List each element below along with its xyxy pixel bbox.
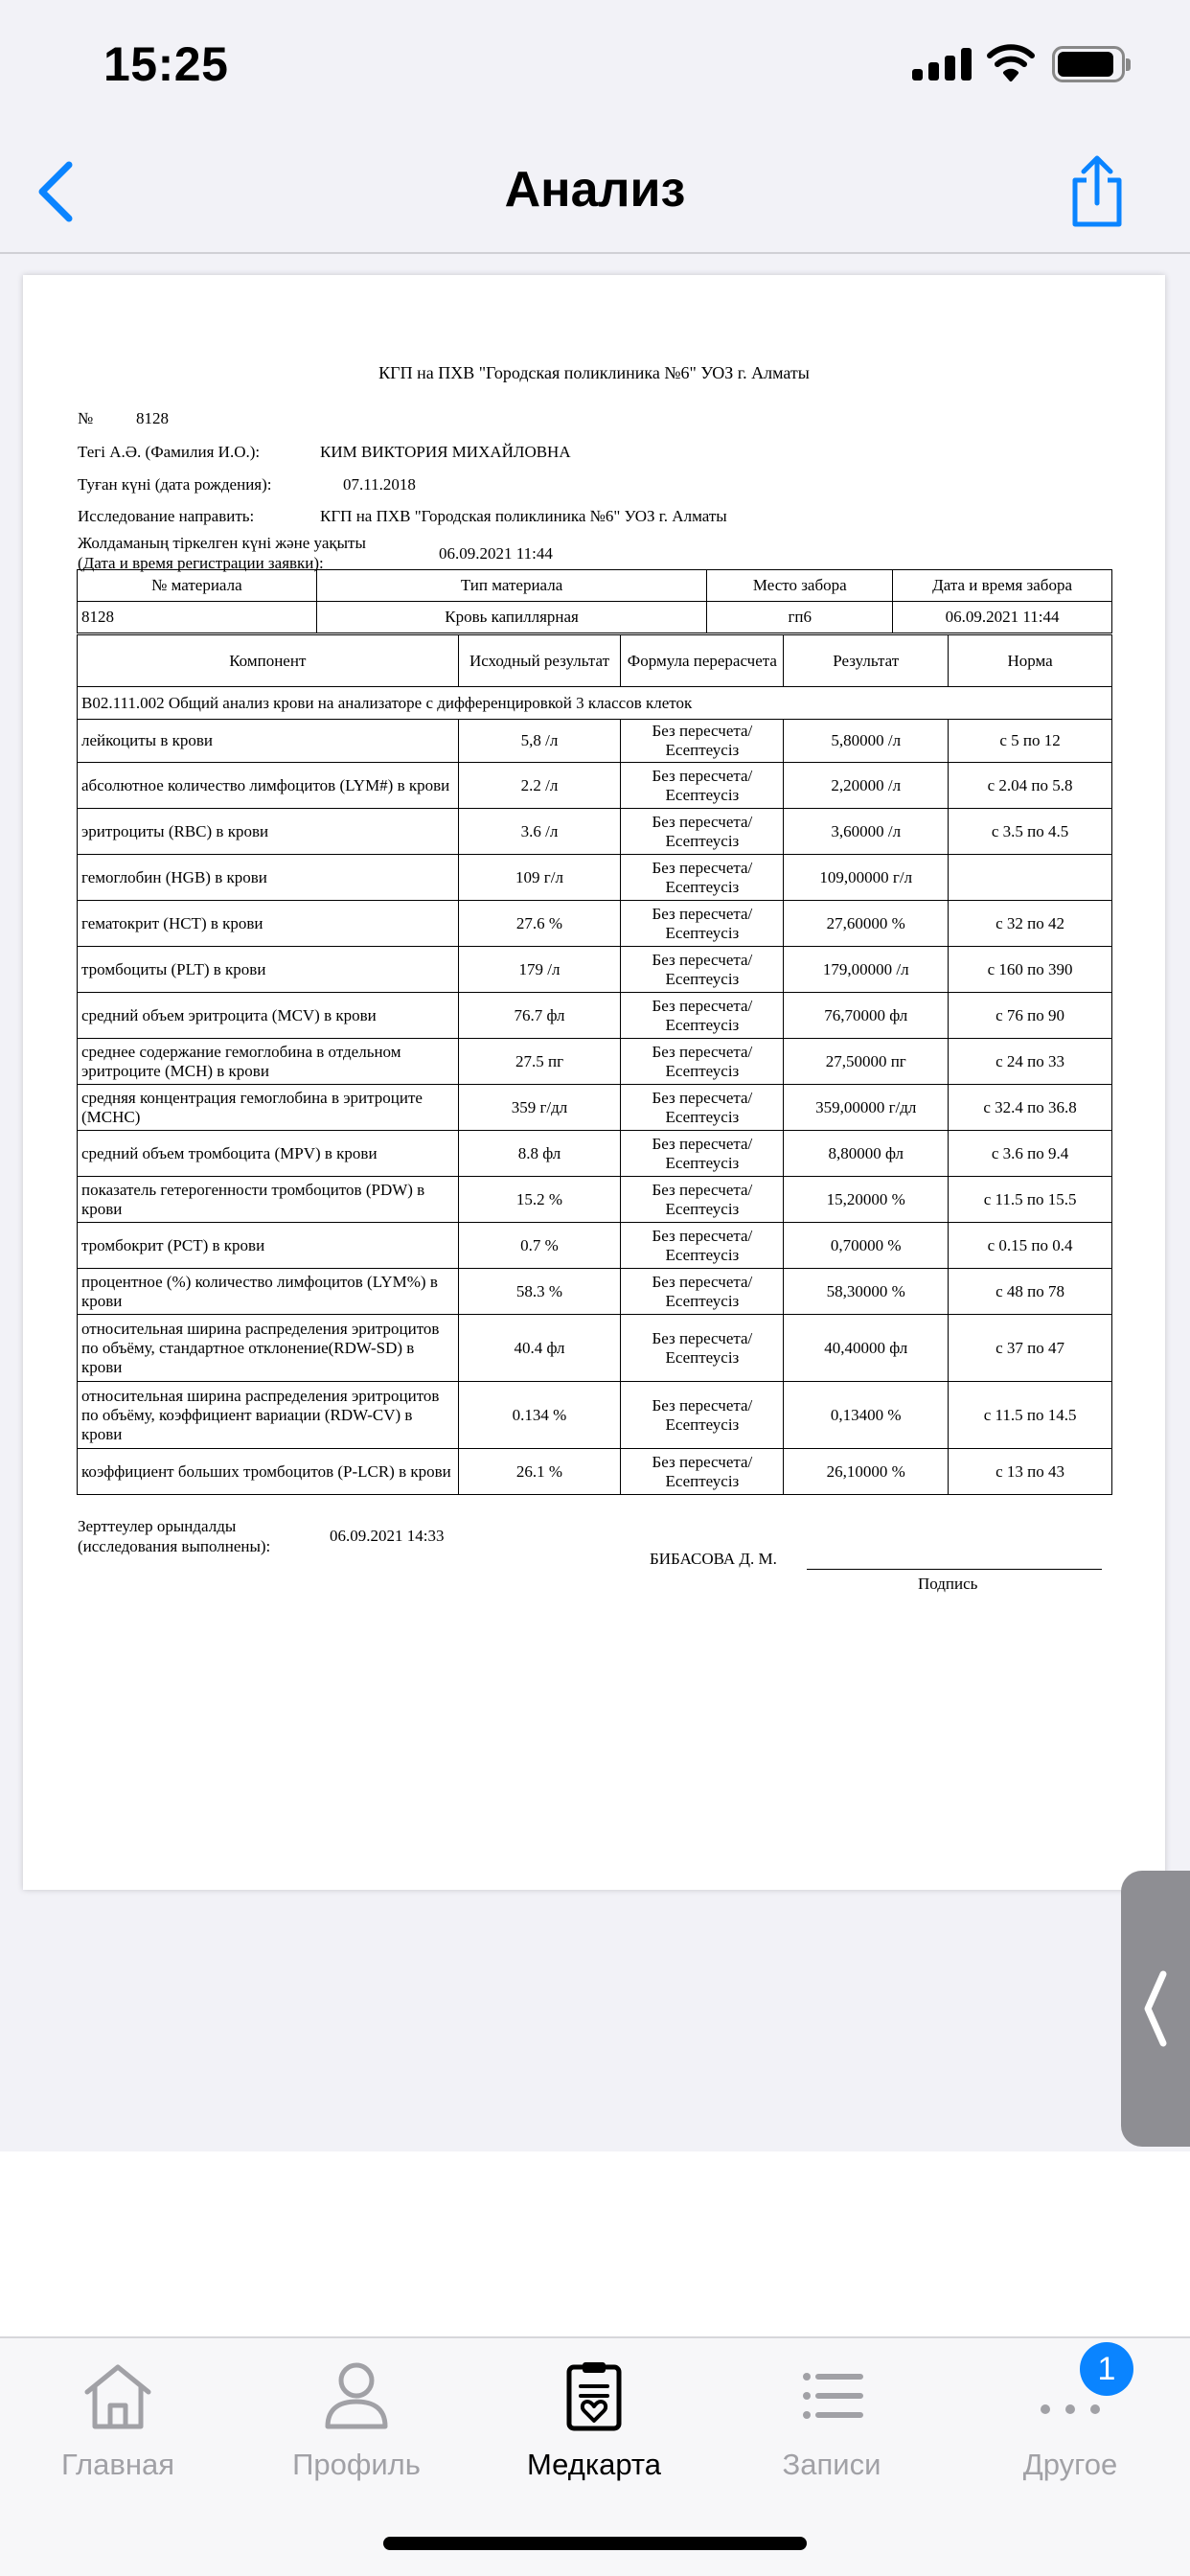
cell-result: 2,20000 /л [784,763,949,809]
cell-source-result: 27.5 пг [458,1039,621,1085]
signature-label: Подпись [918,1575,978,1593]
material-place: гп6 [707,602,893,633]
cell-result: 359,00000 г/дл [784,1085,949,1131]
cell-result: 26,10000 % [784,1449,949,1495]
section-title: B02.111.002 Общий анализ крови на анализаторе с дифференцировкой 3 классов клеток [78,687,1112,720]
cell-formula: Без пересчета/ Есептеусіз [621,901,784,947]
material-type: Кровь капиллярная [316,602,707,633]
chevron-left-icon [1121,1871,1190,2147]
cell-source-result: 0.134 % [458,1382,621,1449]
person-icon [318,2359,395,2432]
lab-report-page [23,275,1165,1890]
request-number: 8128 [136,409,169,427]
patient-name: КИМ ВИКТОРИЯ МИХАЙЛОВНА [320,443,571,461]
cell-component: коэффициент больших тромбоцитов (P-LCR) в крови [78,1449,459,1495]
done-date: 06.09.2021 14:33 [330,1527,445,1545]
table-row [78,1085,1112,1131]
cell-result: 5,80000 /л [784,720,949,763]
navigation-bar [0,125,1190,254]
table-row [78,901,1112,947]
cell-formula: Без пересчета/ Есептеусіз [621,763,784,809]
material-table [77,569,1112,633]
home-icon [80,2359,156,2432]
tab-home-label: Главная [61,2448,174,2481]
tab-profile[interactable] [251,2359,462,2503]
clipboard-heart-icon [556,2359,632,2432]
table-row [78,720,1112,763]
tab-more[interactable] [965,2359,1176,2503]
cell-result: 27,50000 пг [784,1039,949,1085]
battery-icon [1052,46,1125,82]
cell-norm: с 5 по 12 [949,720,1112,763]
header-norm: Норма [949,635,1112,687]
cell-norm: с 48 по 78 [949,1269,1112,1315]
registration-label-kz: Жолдаманың тіркелген күні және уақыты [78,534,366,552]
doctor-name: БИБАСОВА Д. М. [650,1550,777,1568]
patient-dob: 07.11.2018 [343,475,416,494]
cell-norm: с 3.6 по 9.4 [949,1131,1112,1177]
cell-formula: Без пересчета/ Есептеусіз [621,1085,784,1131]
header-result: Результат [784,635,949,687]
cell-source-result: 15.2 % [458,1177,621,1223]
cell-source-result: 8.8 фл [458,1131,621,1177]
material-header-number: № материала [78,570,317,602]
cell-result: 3,60000 /л [784,809,949,855]
cell-result: 109,00000 г/л [784,855,949,901]
cell-source-result: 109 г/л [458,855,621,901]
table-row [78,809,1112,855]
cell-norm: с 24 по 33 [949,1039,1112,1085]
registration-date: 06.09.2021 11:44 [439,544,553,563]
signature-line [807,1569,1102,1570]
cell-formula: Без пересчета/ Есептеусіз [621,1039,784,1085]
cell-result: 8,80000 фл [784,1131,949,1177]
cell-source-result: 0.7 % [458,1223,621,1269]
results-table [77,634,1112,1495]
table-row [78,1177,1112,1223]
status-bar [0,0,1190,125]
cell-source-result: 58.3 % [458,1269,621,1315]
cell-component: относительная ширина распределения эритроцитов по объёму, стандартное отклонение(RDW-SD) в крови [78,1315,459,1382]
material-header-date: Дата и время забора [893,570,1112,602]
material-number: 8128 [78,602,317,633]
clinic-title: КГП на ПХВ "Городская поликлиника №6" УОЗ г. Алматы [378,363,810,382]
cell-component: средний объем тромбоцита (MPV) в крови [78,1131,459,1177]
status-time: 15:25 [103,37,229,91]
cell-component: показатель гетерогенности тромбоцитов (PDW) в крови [78,1177,459,1223]
page-title: Анализ [504,162,686,218]
cell-component: эритроциты (RBC) в крови [78,809,459,855]
cell-result: 27,60000 % [784,901,949,947]
cell-norm: с 11.5 по 14.5 [949,1382,1112,1449]
cell-formula: Без пересчета/ Есептеусіз [621,1269,784,1315]
number-label: № [78,409,94,427]
cell-component: лейкоциты в крови [78,720,459,763]
cell-norm: с 32 по 42 [949,901,1112,947]
cell-source-result: 3.6 /л [458,809,621,855]
cell-norm: с 32.4 по 36.8 [949,1085,1112,1131]
notification-badge: 1 [1080,2342,1133,2396]
cell-source-result: 179 /л [458,947,621,993]
cell-formula: Без пересчета/ Есептеусіз [621,1449,784,1495]
cell-formula: Без пересчета/ Есептеусіз [621,855,784,901]
cell-formula: Без пересчета/ Есептеусіз [621,1223,784,1269]
material-header-type: Тип материала [316,570,707,602]
cell-formula: Без пересчета/ Есептеусіз [621,1131,784,1177]
cell-formula: Без пересчета/ Есептеусіз [621,993,784,1039]
table-row [78,1223,1112,1269]
cell-source-result: 5,8 /л [458,720,621,763]
cell-result: 15,20000 % [784,1177,949,1223]
tab-more-label: Другое [1022,2448,1118,2481]
header-source-result: Исходный результат [458,635,621,687]
tab-home[interactable] [12,2359,223,2503]
cell-result: 0,70000 % [784,1223,949,1269]
cell-source-result: 27.6 % [458,901,621,947]
done-label-ru: (исследования выполнены): [78,1537,271,1555]
table-row [78,1269,1112,1315]
material-date: 06.09.2021 11:44 [893,602,1112,633]
cell-component: средняя концентрация гемоглобина в эритроците (MCHC) [78,1085,459,1131]
cell-formula: Без пересчета/ Есептеусіз [621,1177,784,1223]
material-header-place: Место забора [707,570,893,602]
header-component: Компонент [78,635,459,687]
cell-component: гематокрит (HCT) в крови [78,901,459,947]
tab-appointments-label: Записи [782,2448,881,2481]
dob-label: Туған күні (дата рождения): [78,475,272,494]
cell-formula: Без пересчета/ Есептеусіз [621,947,784,993]
table-row [78,1131,1112,1177]
document-viewer[interactable] [0,256,1190,2151]
cell-component: гемоглобин (HGB) в крови [78,855,459,901]
header-formula: Формула перерасчета [621,635,784,687]
share-icon[interactable] [1064,153,1131,230]
table-row [78,1315,1112,1382]
table-row [78,993,1112,1039]
cell-component: тромбоциты (PLT) в крови [78,947,459,993]
tab-profile-label: Профиль [292,2448,421,2481]
cell-norm: с 13 по 43 [949,1449,1112,1495]
cell-component: относительная ширина распределения эритроцитов по объёму, коэффициент вариации (RDW-CV) в крови [78,1382,459,1449]
cell-norm: с 11.5 по 15.5 [949,1177,1112,1223]
table-row [78,947,1112,993]
done-label-kz: Зерттеулер орындалды [78,1517,237,1535]
cell-component: абсолютное количество лимфоцитов (LYM#) в крови [78,763,459,809]
cell-norm: с 76 по 90 [949,993,1112,1039]
content-footer-area [0,2151,1190,2336]
cell-norm: с 3.5 по 4.5 [949,809,1112,855]
cell-formula: Без пересчета/ Есептеусіз [621,809,784,855]
table-row [78,763,1112,809]
table-row [78,1449,1112,1495]
cell-formula: Без пересчета/ Есептеусіз [621,1315,784,1382]
home-indicator[interactable] [383,2537,807,2550]
cell-source-result: 76.7 фл [458,993,621,1039]
cell-norm [949,855,1112,901]
direct-to: КГП на ПХВ "Городская поликлиника №6" УОЗ г. Алматы [320,507,727,525]
cell-component: средний объем эритроцита (MCV) в крови [78,993,459,1039]
cell-source-result: 2.2 /л [458,763,621,809]
wifi-icon [987,40,1035,82]
cell-norm: с 0.15 по 0.4 [949,1223,1112,1269]
signal-icon [912,48,972,80]
cell-result: 0,13400 % [784,1382,949,1449]
tab-medcard[interactable] [489,2359,699,2503]
cell-source-result: 40.4 фл [458,1315,621,1382]
cell-result: 40,40000 фл [784,1315,949,1382]
registration-label-ru: (Дата и время регистрации заявки): [78,554,324,572]
side-panel-handle[interactable] [1121,1871,1190,2147]
cell-result: 58,30000 % [784,1269,949,1315]
cell-norm: с 2.04 по 5.8 [949,763,1112,809]
table-row [78,855,1112,901]
tab-medcard-label: Медкарта [527,2448,661,2481]
name-label: Тегі А.Ә. (Фамилия И.О.): [78,443,261,461]
cell-norm: с 160 по 390 [949,947,1112,993]
cell-component: среднее содержание гемоглобина в отдельном эритроците (MCH) в крови [78,1039,459,1085]
cell-formula: Без пересчета/ Есептеусіз [621,1382,784,1449]
cell-result: 179,00000 /л [784,947,949,993]
cell-source-result: 359 г/дл [458,1085,621,1131]
cell-source-result: 26.1 % [458,1449,621,1495]
cell-result: 76,70000 фл [784,993,949,1039]
direct-label: Исследование направить: [78,507,255,525]
cell-component: процентное (%) количество лимфоцитов (LYM%) в крови [78,1269,459,1315]
table-row [78,1039,1112,1085]
cell-formula: Без пересчета/ Есептеусіз [621,720,784,763]
tab-appointments[interactable] [726,2359,937,2503]
cell-component: тромбокрит (PCT) в крови [78,1223,459,1269]
table-row [78,1382,1112,1449]
cell-norm: с 37 по 47 [949,1315,1112,1382]
list-icon [793,2359,870,2432]
